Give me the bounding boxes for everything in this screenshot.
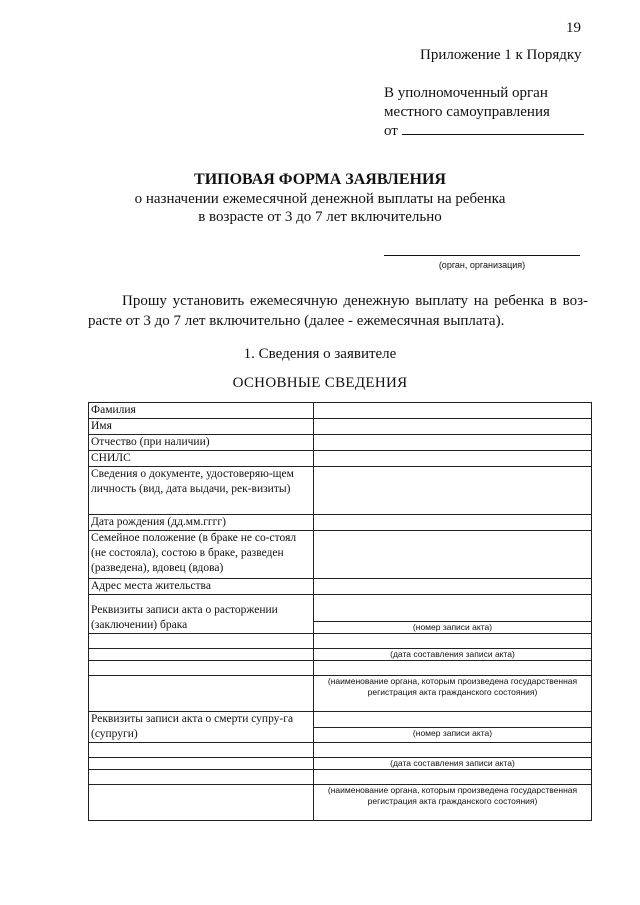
- registry-organ-caption: (наименование органа, которым произведена государственная регистрация акта гражданского состояния): [314, 785, 592, 821]
- address-label: Адрес места жительства: [89, 579, 314, 595]
- snils-label: СНИЛС: [89, 451, 314, 467]
- snils-field[interactable]: [314, 451, 592, 467]
- surname-label: Фамилия: [89, 403, 314, 419]
- table-row: [89, 785, 592, 821]
- marital-status-label: Семейное положение (в браке не со-стоял (не состояла), состою в браке, разведен (разведена), вдовец (вдова): [89, 531, 314, 579]
- empty-label-cell: [89, 676, 314, 712]
- from-field[interactable]: [402, 134, 584, 135]
- table-row: [89, 661, 592, 676]
- form-title: ТИПОВАЯ ФОРМА ЗАЯВЛЕНИЯ: [194, 171, 446, 188]
- section-title: 1. Сведения о заявителе: [243, 346, 397, 362]
- table-row: [89, 649, 592, 661]
- divorce-record-label: Реквизиты записи акта о расторжении (заключении) брака: [89, 595, 314, 634]
- death-record-label: Реквизиты записи акта о смерти супру-га (супруги): [89, 712, 314, 743]
- birth-date-label: Дата рождения (дд.мм.гггг): [89, 515, 314, 531]
- identity-document-label: Сведения о документе, удостоверяю-щем личность (вид, дата выдачи, рек-визиты): [89, 467, 314, 515]
- divorce-record-number-field[interactable]: [314, 595, 592, 622]
- table-row: [89, 435, 592, 451]
- table-row: [89, 676, 592, 712]
- record-date-caption: (дата составления записи акта): [314, 649, 592, 661]
- name-field[interactable]: [314, 419, 592, 435]
- table-row: [89, 579, 592, 595]
- table-row: [89, 712, 592, 728]
- surname-field[interactable]: [314, 403, 592, 419]
- table-row: [89, 770, 592, 785]
- organ-caption: (орган, организация): [438, 260, 526, 270]
- addressee-line-1: В уполномоченный орган: [384, 85, 548, 101]
- patronymic-label: Отчество (при наличии): [89, 435, 314, 451]
- empty-label-cell: [89, 758, 314, 770]
- page-number: 19: [566, 20, 581, 36]
- table-row: [89, 531, 592, 579]
- empty-label-cell: [89, 770, 314, 785]
- record-number-caption: (номер записи акта): [314, 728, 592, 743]
- empty-label-cell: [89, 661, 314, 676]
- form-subtitle-line-2: в возрасте от 3 до 7 лет включительно: [198, 209, 442, 225]
- empty-label-cell: [89, 634, 314, 649]
- table-row: [89, 403, 592, 419]
- form-subtitle-line-1: о назначении ежемесячной денежной выплаты на ребенка: [134, 191, 506, 207]
- empty-label-cell: [89, 743, 314, 758]
- record-date-caption: (дата составления записи акта): [314, 758, 592, 770]
- name-label: Имя: [89, 419, 314, 435]
- divorce-registry-organ-field[interactable]: [314, 661, 592, 676]
- registry-organ-caption: (наименование органа, которым произведена государственная регистрация акта гражданского состояния): [314, 676, 592, 712]
- record-number-caption: (номер записи акта): [314, 622, 592, 634]
- addressee-line-2: местного самоуправления: [384, 104, 550, 120]
- applicant-form-table: [88, 402, 592, 821]
- organ-field[interactable]: [384, 255, 580, 256]
- identity-document-field[interactable]: [314, 467, 592, 515]
- table-row: [89, 595, 592, 622]
- birth-date-field[interactable]: [314, 515, 592, 531]
- table-row: [89, 467, 592, 515]
- empty-label-cell: [89, 649, 314, 661]
- table-row: [89, 515, 592, 531]
- basic-info-title: ОСНОВНЫЕ СВЕДЕНИЯ: [232, 375, 408, 391]
- table-row: [89, 758, 592, 770]
- table-row: [89, 451, 592, 467]
- death-registry-organ-field[interactable]: [314, 770, 592, 785]
- death-record-date-field[interactable]: [314, 743, 592, 758]
- table-row: [89, 743, 592, 758]
- divorce-record-date-field[interactable]: [314, 634, 592, 649]
- death-record-number-field[interactable]: [314, 712, 592, 728]
- table-row: [89, 634, 592, 649]
- address-field[interactable]: [314, 579, 592, 595]
- empty-label-cell: [89, 785, 314, 821]
- table-row: [89, 419, 592, 435]
- request-text: Прошу установить ежемесячную денежную выплату на ребенка в воз-расте от 3 до 7 лет включительно (далее - ежемесячная выплата).: [88, 293, 588, 329]
- appendix-reference: Приложение 1 к Порядку: [420, 47, 582, 63]
- patronymic-field[interactable]: [314, 435, 592, 451]
- marital-status-field[interactable]: [314, 531, 592, 579]
- from-label: от: [384, 123, 398, 139]
